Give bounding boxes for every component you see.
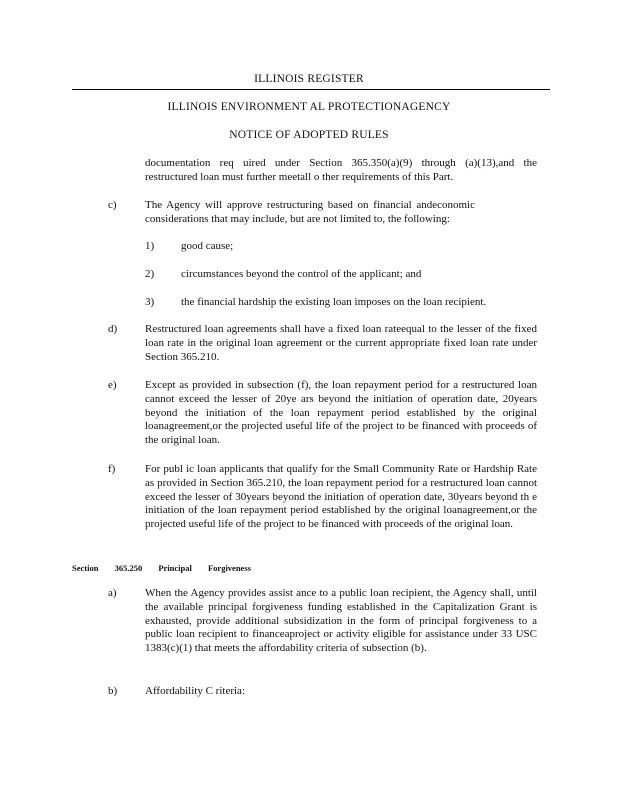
section-heading [72,562,265,574]
section-b-label: b) [108,685,118,697]
subsection-d-text: Restructured loan agreements shall have a fixed loan rateequal to the lesser of the fixed loan rate in the original loan agreement or the current appropriate fixed loan rate under Section 365.210. [145,323,537,363]
section-word: Section [72,563,99,573]
section-a-label: a) [108,587,117,599]
section-title-forgiveness: Forgiveness [207,563,251,573]
section-a-text: When the Agency provides assist ance to a public loan recipient, the Agency shall, until the available principal forgiveness funding established in the Capitalization Grant is exhausted, provide additional subsidization in the form of principal forgiveness to a public loan recipient to financeaproject or activity eligible for assistance under 33 USC 1383(c)(1) that meets the affordability criteria of subsection (b). [145,587,537,655]
subsection-f-text: For publ ic loan applicants that qualify for the Small Community Rate or Hardship Rate as provided in Section 365.210, the loan repayment period for a restructured loan cannot exceed the lesser of 30years beyond the initiation of operation date, 30years beyond th e initiation of the loan repayment period established by the original loanagreement,or the projected useful life of the project to be financed with proceeds of the original loan. [145,463,537,531]
item-1-text: good cause; [181,240,234,252]
item-3-label: 3) [145,296,155,308]
subsection-c-label: c) [108,199,117,211]
item-2-label: 2) [145,268,155,280]
header-rule [72,89,550,90]
agency-name: ILLINOIS ENVIRONMENT AL PROTECTIONAGENCY [167,101,451,113]
section-title-principal: Principal [158,563,192,573]
item-1-label: 1) [145,240,155,252]
subsection-f-label: f) [108,463,116,475]
continuation-paragraph: documentation req uired under Section 365.350(a)(9) through (a)(13),and the restructured loan must further meetall o ther requirements of this Part. [145,157,537,183]
item-3-text: the financial hardship the existing loan imposes on the loan recipient. [181,296,487,308]
subsection-c-text: The Agency will approve restructuring based on financial andeconomic considerations that may include, but are not limited to, the following: [145,199,475,225]
register-title: ILLINOIS REGISTER [254,73,364,85]
section-b-text: Affordability C riteria: [145,685,245,697]
notice-title: NOTICE OF ADOPTED RULES [229,129,389,141]
subsection-e-text: Except as provided in subsection (f), the loan repayment period for a restructured loan cannot exceed the lesser of 20ye ars beyond the initiation of operation date, 20years beyond the initiation of the loan repayment period established by the original loanagreement,or the projected useful life of the project to be financed with proceeds of the original loan. [145,379,537,447]
subsection-e-label: e) [108,379,117,391]
subsection-d-label: d) [108,323,118,335]
section-number: 365.250 [114,563,143,573]
item-2-text: circumstances beyond the control of the applicant; and [181,268,422,280]
